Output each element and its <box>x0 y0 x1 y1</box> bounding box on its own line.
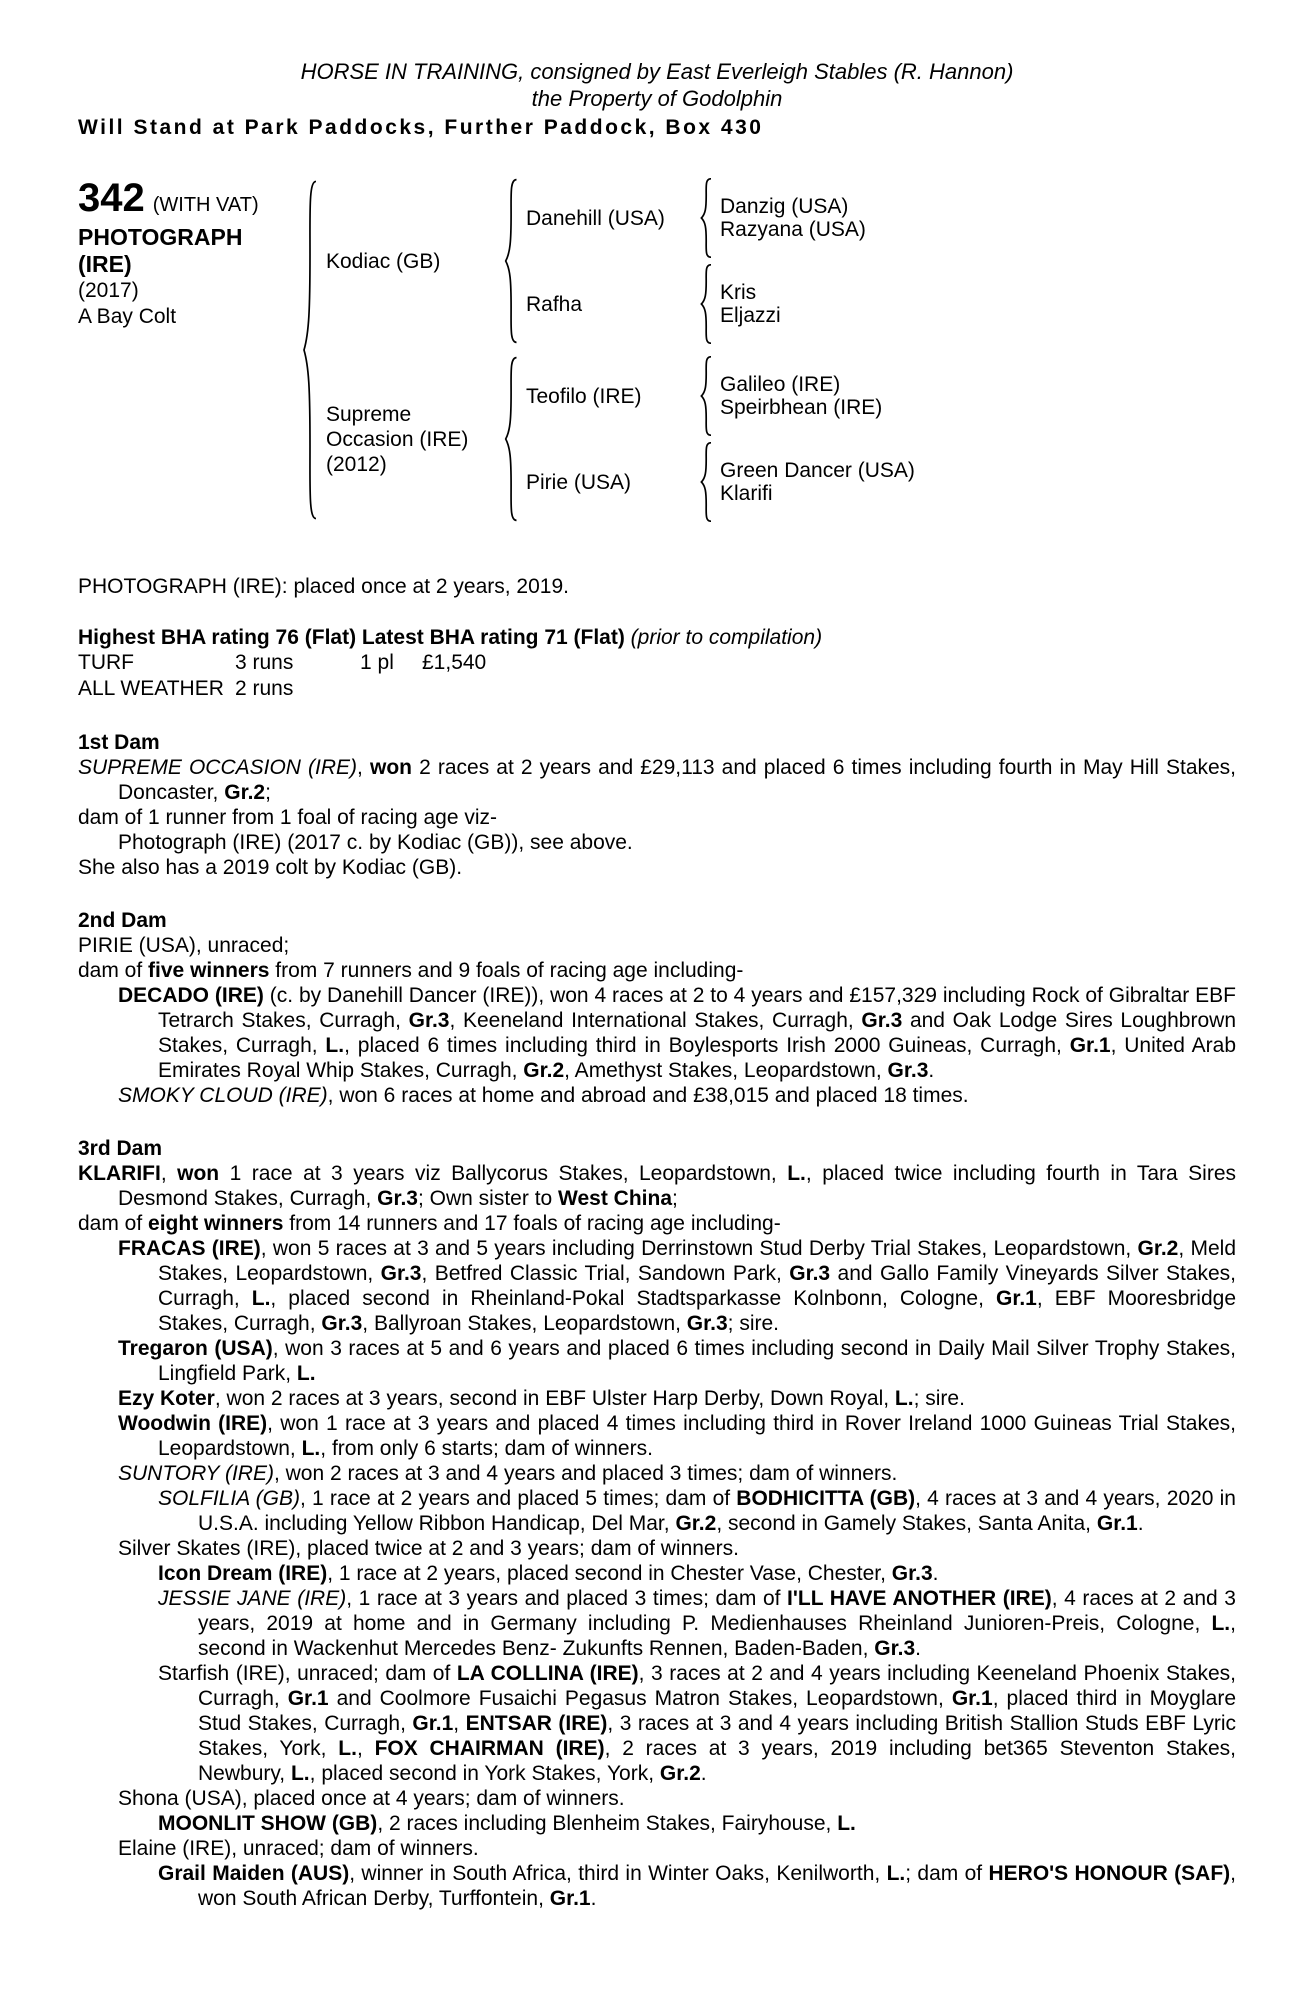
dam-sections <box>78 730 1236 1911</box>
pedigree-tree <box>296 178 1236 522</box>
text-segment: Gr.1 <box>549 1887 591 1910</box>
stand-location-line: Will Stand at Park Paddocks, Further Paddock, Box 430 <box>78 116 764 139</box>
pedigree-paragraph <box>78 1786 1236 1811</box>
dam-dam-name: Pirie (USA) <box>526 470 632 494</box>
pedigree-paragraph <box>78 1586 1236 1661</box>
text-segment: . <box>928 1059 935 1082</box>
text-segment: five winners <box>148 959 270 982</box>
ancestor-name: Klarifi <box>720 482 773 505</box>
text-segment: HERO'S HONOUR (SAF) <box>988 1862 1231 1885</box>
earnings-value: £1,540 <box>422 651 487 674</box>
table-row <box>78 676 1236 702</box>
text-segment: , United Arab Emirates Royal Whip Stakes, Curragh, <box>158 1034 1237 1082</box>
bha-rating-line <box>78 625 1236 650</box>
text-segment: Shona (USA), placed once at 4 years; dam of winners. <box>118 1787 625 1810</box>
text-segment: , won 2 races at 3 years, second in EBF Ulster Harp Derby, Down Royal, <box>214 1387 895 1410</box>
ancestor-name: Green Dancer (USA) <box>720 459 915 482</box>
text-segment: ; <box>672 1187 678 1210</box>
dam-year: (2012) <box>326 452 387 476</box>
text-segment: L. <box>301 1437 321 1460</box>
dam-name-block <box>326 402 498 477</box>
text-segment: from 14 runners and 17 foals of racing age including- <box>283 1212 781 1235</box>
text-segment: , Keeneland International Stakes, Curragh, <box>449 1009 862 1032</box>
text-segment: West China <box>558 1187 673 1210</box>
text-segment: Gr.3 <box>377 1187 418 1210</box>
text-segment: PIRIE (USA), unraced; <box>78 934 290 957</box>
text-segment: Tregaron (USA) <box>118 1337 273 1360</box>
text-segment: Gr.2 <box>675 1512 717 1535</box>
text-segment: Gr.1 <box>951 1687 993 1710</box>
text-segment: Gr.1 <box>1069 1034 1111 1057</box>
text-segment: ; sire. <box>913 1387 965 1410</box>
text-segment: , winner in South Africa, third in Winter Oaks, Kenilworth, <box>349 1862 887 1885</box>
dam-group <box>326 356 915 522</box>
text-segment: , <box>160 1162 178 1185</box>
text-segment: L. <box>325 1034 345 1057</box>
text-segment: , 1 race at 2 years and placed 5 times; dam of <box>299 1487 737 1510</box>
earnings-value <box>422 676 1236 702</box>
surface-label: ALL WEATHER <box>78 677 224 700</box>
text-segment: , placed twice including fourth in Tara Sires Desmond Stakes, Curragh, <box>118 1162 1236 1210</box>
text-segment: . <box>1137 1512 1144 1535</box>
text-segment: JESSIE JANE (IRE) <box>158 1587 347 1610</box>
text-segment: and Oak Lodge Sires Loughbrown Stakes, Curragh, <box>158 1009 1236 1057</box>
text-segment: , won 6 races at home and abroad and £38,015 and placed 18 times. <box>327 1084 969 1107</box>
horse-country-suffix: (IRE) <box>78 251 132 277</box>
text-segment: , 1 race at 3 years and placed 3 times; dam of <box>346 1587 788 1610</box>
pedigree-paragraph <box>78 1236 1236 1336</box>
text-segment: Gr.3 <box>380 1262 422 1285</box>
text-segment: SUPREME OCCASION (IRE) <box>78 756 358 779</box>
text-segment: , placed third in Moyglare Stud Stakes, Curragh, <box>198 1687 1236 1735</box>
text-segment: Gr.3 <box>874 1637 916 1660</box>
text-segment: FRACAS (IRE) <box>118 1237 261 1260</box>
text-segment: Gr.2 <box>523 1059 565 1082</box>
pedigree-paragraph <box>78 1561 1236 1586</box>
pedigree-paragraph <box>78 1161 1236 1211</box>
text-segment: SMOKY CLOUD (IRE) <box>118 1084 328 1107</box>
pedigree-paragraph <box>78 755 1236 805</box>
sire-dam-group <box>526 264 866 344</box>
text-segment: , 2 races including Blenheim Stakes, Fairyhouse, <box>377 1812 838 1835</box>
pedigree-paragraph <box>78 1336 1236 1386</box>
pedigree-paragraph <box>78 933 1236 958</box>
text-segment: L. <box>886 1862 906 1885</box>
text-segment: Gr.3 <box>789 1262 831 1285</box>
text-segment: Gr.3 <box>891 1562 933 1585</box>
text-segment: , 4 races at 3 and 4 years, 2020 in U.S.A. including Yellow Ribbon Handicap, Del Mar, <box>198 1487 1236 1535</box>
sire-name: Kodiac (GB) <box>326 249 441 273</box>
runs-value: 2 runs <box>235 677 294 700</box>
text-segment: Woodwin (IRE) <box>118 1412 268 1435</box>
text-segment: KLARIFI <box>78 1162 161 1185</box>
text-segment: SUNTORY (IRE) <box>118 1462 274 1485</box>
text-segment: ; Own sister to <box>418 1187 559 1210</box>
dam-heading: 1st Dam <box>78 731 160 754</box>
text-segment: won <box>177 1162 220 1185</box>
pedigree-paragraph <box>78 855 1236 880</box>
surface-label: TURF <box>78 651 134 674</box>
race-record-table <box>78 650 1236 702</box>
text-segment: Gr.3 <box>408 1009 450 1032</box>
horse-description: A Bay Colt <box>78 305 177 328</box>
text-segment: FOX CHAIRMAN (IRE) <box>374 1737 605 1760</box>
text-segment: Grail Maiden (AUS) <box>158 1862 350 1885</box>
pedigree-paragraph <box>78 1661 1236 1786</box>
text-segment: , 4 races at 2 and 3 years, 2019 at home and in Germany including P. Medienhauses Rheinland Junioren-Preis, Cologne, <box>198 1587 1236 1635</box>
sire-dam-parents <box>720 281 781 327</box>
text-segment: L. <box>894 1387 914 1410</box>
text-segment: , won 5 races at 3 and 5 years including Derrinstown Stud Derby Trial Stakes, Leopardstown, <box>260 1237 1138 1260</box>
text-segment: She also has a 2019 colt by Kodiac (GB). <box>78 856 463 879</box>
sire-group <box>326 178 915 344</box>
vat-note: (WITH VAT) <box>152 194 259 216</box>
lot-number: 342 <box>78 176 145 220</box>
pedigree-brace-icon <box>699 442 715 522</box>
text-segment: . <box>700 1762 707 1785</box>
text-segment: , placed second in Rheinland-Pokal Stadtsparkasse Kolnbonn, Cologne, <box>270 1287 996 1310</box>
text-segment: Gr.2 <box>224 781 266 804</box>
text-segment: . <box>915 1637 921 1660</box>
text-segment: L. <box>837 1812 856 1835</box>
text-segment: Gr.3 <box>861 1009 903 1032</box>
ancestor-name: Eljazzi <box>720 304 781 327</box>
text-segment: from 7 runners and 9 foals of racing age including- <box>269 959 744 982</box>
pedigree-paragraph <box>78 1536 1236 1561</box>
dam-heading: 2nd Dam <box>78 909 167 932</box>
lot-block <box>78 178 1236 522</box>
text-segment: LA COLLINA (IRE) <box>456 1662 639 1685</box>
sire-sire-group <box>526 178 866 258</box>
text-segment: . <box>932 1562 939 1585</box>
ancestor-name: Kris <box>720 281 757 304</box>
places-value <box>360 676 422 702</box>
pedigree-brace-icon <box>699 264 715 344</box>
lot-number-line <box>78 178 296 218</box>
text-segment: , won 3 races at 5 and 6 years and placed 6 times including second in Daily Mail Silver Trophy Stakes, Lingfield Park, <box>158 1337 1236 1385</box>
runs-value: 3 runs <box>235 651 294 674</box>
pedigree-paragraph <box>78 1836 1236 1861</box>
text-segment: DECADO (IRE) <box>118 984 264 1007</box>
dam-sire-parents <box>720 373 882 419</box>
dam-name: Supreme Occasion (IRE) <box>326 402 469 451</box>
sire-parents-column <box>526 178 866 344</box>
text-segment: Gr.2 <box>1137 1237 1179 1260</box>
text-segment: , <box>453 1712 466 1735</box>
table-row <box>78 650 1236 676</box>
pedigree-paragraph <box>78 1861 1236 1911</box>
text-segment: , 3 races at 3 and 4 years including British Stallion Studs EBF Lyric Stakes, York, <box>198 1712 1237 1760</box>
pedigree-paragraph <box>78 1083 1236 1108</box>
ancestor-name: Danzig (USA) <box>720 195 849 218</box>
text-segment: 1 race at 3 years viz Ballycorus Stakes, Leopardstown, <box>219 1162 788 1185</box>
text-segment: MOONLIT SHOW (GB) <box>158 1812 378 1835</box>
pedigree-paragraph <box>78 830 1236 855</box>
pedigree-brace-icon <box>699 356 715 436</box>
text-segment: SOLFILIA (GB) <box>158 1487 300 1510</box>
pedigree-paragraph <box>78 1211 1236 1236</box>
text-segment: dam of 1 runner from 1 foal of racing age viz- <box>78 806 498 829</box>
text-segment: ; sire. <box>727 1312 780 1335</box>
pedigree-paragraph <box>78 805 1236 830</box>
text-segment: (c. by Danehill Dancer (IRE)), won 4 races at 2 to 4 years and £157,329 including Rock of Gibraltar EBF Tetrarch Stakes, Curragh, <box>158 984 1236 1032</box>
text-segment: , Ballyroan Stakes, Leopardstown, <box>362 1312 687 1335</box>
text-segment: eight winners <box>148 1212 284 1235</box>
rating-note: (prior to compilation) <box>630 626 823 649</box>
text-segment: ENTSAR (IRE) <box>465 1712 608 1735</box>
sire-dam-name: Rafha <box>526 292 583 316</box>
pedigree-paragraph <box>78 1461 1236 1486</box>
text-segment: , won 2 races at 3 and 4 years and placed 3 times; dam of winners. <box>273 1462 898 1485</box>
text-segment: , EBF Mooresbridge Stakes, Curragh, <box>158 1287 1237 1335</box>
text-segment: dam of <box>78 1212 149 1235</box>
text-segment: and Coolmore Fusaichi Pegasus Matron Stakes, Leopardstown, <box>328 1687 952 1710</box>
text-segment: ; <box>265 781 271 804</box>
dam-heading: 3rd Dam <box>78 1137 163 1160</box>
text-segment: Icon Dream (IRE) <box>158 1562 328 1585</box>
ancestor-name: Galileo (IRE) <box>720 373 841 396</box>
pedigree-paragraph <box>78 1811 1236 1836</box>
text-segment: L. <box>1211 1612 1231 1635</box>
generation1-column <box>326 178 915 522</box>
dam-sire-group <box>526 356 915 436</box>
text-segment: Gr.3 <box>887 1059 929 1082</box>
text-segment: , won 1 race at 3 years and placed 4 times including third in Rover Ireland 1000 Guineas Trial Stakes, Leopardstown, <box>158 1412 1236 1460</box>
text-segment: BODHICITTA (GB) <box>736 1487 916 1510</box>
text-segment: , second in Gamely Stakes, Santa Anita, <box>716 1512 1097 1535</box>
text-segment: Elaine (IRE), unraced; dam of winners. <box>118 1837 479 1860</box>
pedigree-brace-icon <box>301 178 321 522</box>
text-segment: , 2 races at 3 years, 2019 including bet365 Steventon Stakes, Newbury, <box>198 1737 1236 1785</box>
text-segment: Gr.2 <box>659 1762 701 1785</box>
text-segment: L. <box>338 1737 357 1760</box>
dam-parents-column <box>526 356 915 522</box>
ancestor-name: Razyana (USA) <box>720 218 866 241</box>
dam-dam-group <box>526 442 915 522</box>
text-segment: ; dam of <box>905 1862 989 1885</box>
text-segment: L. <box>787 1162 806 1185</box>
text-segment: , 3 races at 2 and 4 years including Keeneland Phoenix Stakes, Curragh, <box>198 1662 1236 1710</box>
pedigree-paragraph <box>78 1386 1236 1411</box>
text-segment: , Betfred Classic Trial, Sandown Park, <box>421 1262 790 1285</box>
pedigree-paragraph <box>78 1411 1236 1461</box>
text-segment: won <box>369 756 412 779</box>
text-segment: , Amethyst Stakes, Leopardstown, <box>564 1059 888 1082</box>
race-record-line: PHOTOGRAPH (IRE): placed once at 2 years, 2019. <box>78 575 569 598</box>
text-segment: , <box>357 756 370 779</box>
pedigree-brace-icon <box>503 356 521 522</box>
text-segment: Gr.3 <box>686 1312 728 1335</box>
text-segment: 2 races at 2 years and £29,113 and placed 6 times including fourth in May Hill Stakes, Doncaster, <box>118 756 1237 804</box>
text-segment: Ezy Koter <box>118 1387 215 1410</box>
text-segment: and Gallo Family Vineyards Silver Stakes, Curragh, <box>158 1262 1237 1310</box>
text-segment: I'LL HAVE ANOTHER (IRE) <box>787 1587 1052 1610</box>
pedigree-brace-icon <box>699 178 715 258</box>
lot-info <box>78 178 296 522</box>
pedigree-paragraph <box>78 958 1236 983</box>
text-segment: dam of <box>78 959 149 982</box>
text-segment: Gr.1 <box>412 1712 454 1735</box>
text-segment: , placed second in York Stakes, York, <box>309 1762 660 1785</box>
text-segment: Photograph (IRE) (2017 c. by Kodiac (GB)), see above. <box>118 831 633 854</box>
horse-name: PHOTOGRAPH <box>78 224 243 250</box>
text-segment: L. <box>296 1362 316 1385</box>
places-value: 1 pl <box>360 651 394 674</box>
bha-rating-values: Highest BHA rating 76 (Flat) Latest BHA rating 71 (Flat) <box>78 626 631 649</box>
dam-dam-parents <box>720 459 915 505</box>
text-segment: , placed 6 times including third in Boylesports Irish 2000 Guineas, Curragh, <box>344 1034 1070 1057</box>
pedigree-brace-icon <box>503 178 521 344</box>
text-segment: , 1 race at 2 years, placed second in Chester Vase, Chester, <box>327 1562 892 1585</box>
foaling-year: (2017) <box>78 279 139 302</box>
text-segment: , from only 6 starts; dam of winners. <box>320 1437 653 1460</box>
sire-sire-name: Danehill (USA) <box>526 206 665 230</box>
consignor-line: HORSE IN TRAINING, consigned by East Everleigh Stables (R. Hannon) <box>300 59 1014 84</box>
text-segment: Gr.1 <box>287 1687 329 1710</box>
text-segment: Gr.3 <box>321 1312 363 1335</box>
text-segment: , <box>356 1737 375 1760</box>
pedigree-paragraph <box>78 983 1236 1083</box>
ancestor-name: Speirbhean (IRE) <box>720 396 883 419</box>
text-segment: , second in Wackenhut Mercedes Benz- Zukunfts Rennen, Baden-Baden, <box>198 1612 1236 1660</box>
text-segment: Gr.1 <box>995 1287 1037 1310</box>
dam-sire-name: Teofilo (IRE) <box>526 384 642 408</box>
page-header <box>78 58 1236 142</box>
text-segment: Gr.1 <box>1096 1512 1138 1535</box>
text-segment: L. <box>290 1762 310 1785</box>
text-segment: L. <box>251 1287 271 1310</box>
pedigree-paragraph <box>78 1486 1236 1536</box>
text-segment: , won South African Derby, Turffontein, <box>198 1862 1237 1910</box>
property-line: the Property of Godolphin <box>531 86 783 111</box>
text-segment: Starfish (IRE), unraced; dam of <box>158 1662 457 1685</box>
sire-sire-parents <box>720 195 866 241</box>
text-segment: Silver Skates (IRE), placed twice at 2 and 3 years; dam of winners. <box>118 1537 739 1560</box>
text-segment: , Meld Stakes, Leopardstown, <box>158 1237 1237 1285</box>
text-segment: . <box>590 1887 597 1910</box>
